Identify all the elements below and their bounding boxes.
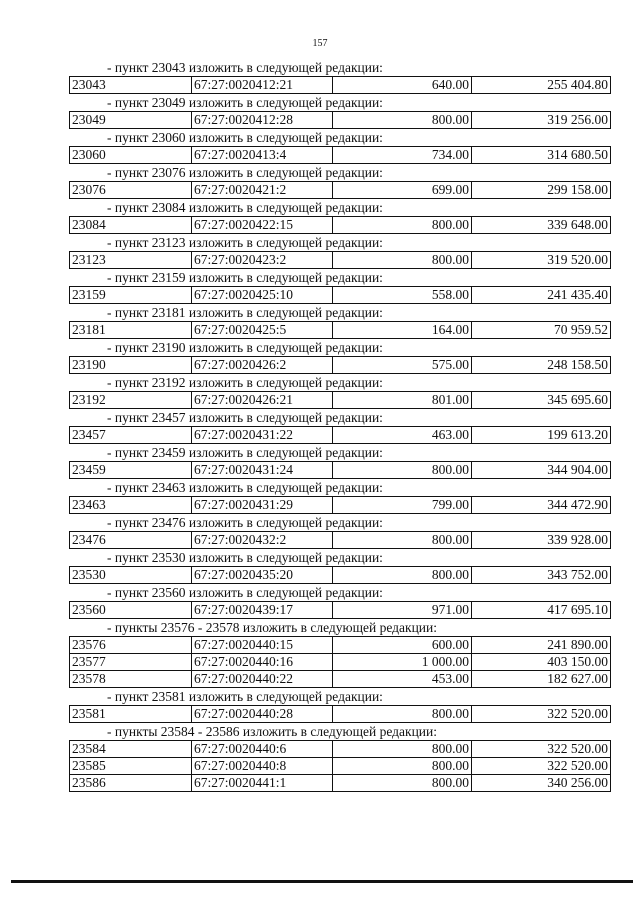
amendment-table bbox=[69, 321, 611, 339]
amendment-table bbox=[69, 705, 611, 723]
cadastral-number-cell: 67:27:0020431:22 bbox=[192, 427, 333, 444]
table-row bbox=[70, 706, 611, 723]
amendment-table bbox=[69, 496, 611, 514]
table-row bbox=[70, 182, 611, 199]
amendment-table bbox=[69, 426, 611, 444]
item-number-cell: 23123 bbox=[70, 252, 192, 269]
cadastral-number-cell: 67:27:0020426:2 bbox=[192, 357, 333, 374]
cadastral-number-cell: 67:27:0020440:28 bbox=[192, 706, 333, 723]
area-cell: 463.00 bbox=[333, 427, 472, 444]
table-row bbox=[70, 637, 611, 654]
cadastral-number-cell: 67:27:0020431:24 bbox=[192, 462, 333, 479]
amendment-table bbox=[69, 740, 611, 792]
area-cell: 800.00 bbox=[333, 567, 472, 584]
value-cell: 241 435.40 bbox=[472, 287, 611, 304]
value-cell: 343 752.00 bbox=[472, 567, 611, 584]
table-row bbox=[70, 741, 611, 758]
amendment-header: - пункт 23560 изложить в следующей редакции: bbox=[107, 585, 383, 600]
area-cell: 558.00 bbox=[333, 287, 472, 304]
amendment-header: - пункт 23159 изложить в следующей редакции: bbox=[107, 270, 383, 285]
item-number-cell: 23043 bbox=[70, 77, 192, 94]
value-cell: 322 520.00 bbox=[472, 741, 611, 758]
amendment-table bbox=[69, 76, 611, 94]
value-cell: 314 680.50 bbox=[472, 147, 611, 164]
item-number-cell: 23459 bbox=[70, 462, 192, 479]
area-cell: 800.00 bbox=[333, 775, 472, 792]
item-number-cell: 23192 bbox=[70, 392, 192, 409]
area-cell: 800.00 bbox=[333, 741, 472, 758]
cadastral-number-cell: 67:27:0020440:16 bbox=[192, 654, 333, 671]
amendment-table bbox=[69, 566, 611, 584]
amendment-header: - пункт 23530 изложить в следующей редакции: bbox=[107, 550, 383, 565]
table-row bbox=[70, 252, 611, 269]
cadastral-number-cell: 67:27:0020439:17 bbox=[192, 602, 333, 619]
table-row bbox=[70, 671, 611, 688]
amendment-header: - пункт 23476 изложить в следующей редакции: bbox=[107, 515, 383, 530]
cadastral-number-cell: 67:27:0020413:4 bbox=[192, 147, 333, 164]
page-number: 157 bbox=[312, 38, 328, 49]
table-row bbox=[70, 217, 611, 234]
amendment-header: - пункт 23192 изложить в следующей редакции: bbox=[107, 375, 383, 390]
value-cell: 340 256.00 bbox=[472, 775, 611, 792]
value-cell: 339 648.00 bbox=[472, 217, 611, 234]
cadastral-number-cell: 67:27:0020435:20 bbox=[192, 567, 333, 584]
table-row bbox=[70, 497, 611, 514]
amendment-header: - пункт 23123 изложить в следующей редакции: bbox=[107, 235, 383, 250]
amendment-header: - пункт 23084 изложить в следующей редакции: bbox=[107, 200, 383, 215]
amendment-table bbox=[69, 636, 611, 688]
value-cell: 319 256.00 bbox=[472, 112, 611, 129]
table-row bbox=[70, 357, 611, 374]
area-cell: 971.00 bbox=[333, 602, 472, 619]
table-row bbox=[70, 322, 611, 339]
value-cell: 182 627.00 bbox=[472, 671, 611, 688]
area-cell: 734.00 bbox=[333, 147, 472, 164]
table-row bbox=[70, 602, 611, 619]
table-row bbox=[70, 77, 611, 94]
amendment-header: - пункт 23060 изложить в следующей редакции: bbox=[107, 130, 383, 145]
table-row bbox=[70, 287, 611, 304]
value-cell: 299 158.00 bbox=[472, 182, 611, 199]
item-number-cell: 23578 bbox=[70, 671, 192, 688]
item-number-cell: 23049 bbox=[70, 112, 192, 129]
amendment-header: - пункт 23181 изложить в следующей редакции: bbox=[107, 305, 383, 320]
cadastral-number-cell: 67:27:0020422:15 bbox=[192, 217, 333, 234]
bottom-rule bbox=[11, 880, 633, 883]
table-row bbox=[70, 532, 611, 549]
area-cell: 640.00 bbox=[333, 77, 472, 94]
amendment-header: - пункт 23463 изложить в следующей редакции: bbox=[107, 480, 383, 495]
area-cell: 800.00 bbox=[333, 532, 472, 549]
value-cell: 339 928.00 bbox=[472, 532, 611, 549]
value-cell: 344 904.00 bbox=[472, 462, 611, 479]
item-number-cell: 23581 bbox=[70, 706, 192, 723]
area-cell: 800.00 bbox=[333, 706, 472, 723]
amendment-header: - пункт 23049 изложить в следующей редакции: bbox=[107, 95, 383, 110]
amendment-header: - пункт 23043 изложить в следующей редакции: bbox=[107, 60, 383, 75]
amendment-header: - пункт 23457 изложить в следующей редакции: bbox=[107, 410, 383, 425]
cadastral-number-cell: 67:27:0020441:1 bbox=[192, 775, 333, 792]
item-number-cell: 23076 bbox=[70, 182, 192, 199]
item-number-cell: 23084 bbox=[70, 217, 192, 234]
amendment-table bbox=[69, 601, 611, 619]
area-cell: 600.00 bbox=[333, 637, 472, 654]
item-number-cell: 23530 bbox=[70, 567, 192, 584]
item-number-cell: 23576 bbox=[70, 637, 192, 654]
amendment-table bbox=[69, 286, 611, 304]
area-cell: 800.00 bbox=[333, 462, 472, 479]
area-cell: 699.00 bbox=[333, 182, 472, 199]
table-row bbox=[70, 775, 611, 792]
item-number-cell: 23560 bbox=[70, 602, 192, 619]
table-row bbox=[70, 112, 611, 129]
table-row bbox=[70, 427, 611, 444]
area-cell: 1 000.00 bbox=[333, 654, 472, 671]
item-number-cell: 23463 bbox=[70, 497, 192, 514]
cadastral-number-cell: 67:27:0020440:15 bbox=[192, 637, 333, 654]
item-number-cell: 23159 bbox=[70, 287, 192, 304]
amendment-header: - пункт 23459 изложить в следующей редакции: bbox=[107, 445, 383, 460]
value-cell: 345 695.60 bbox=[472, 392, 611, 409]
area-cell: 453.00 bbox=[333, 671, 472, 688]
amendment-header: - пункты 23576 - 23578 изложить в следующей редакции: bbox=[107, 620, 437, 635]
item-number-cell: 23586 bbox=[70, 775, 192, 792]
amendment-table bbox=[69, 391, 611, 409]
table-row bbox=[70, 147, 611, 164]
cadastral-number-cell: 67:27:0020432:2 bbox=[192, 532, 333, 549]
value-cell: 322 520.00 bbox=[472, 758, 611, 775]
value-cell: 319 520.00 bbox=[472, 252, 611, 269]
cadastral-number-cell: 67:27:0020412:21 bbox=[192, 77, 333, 94]
cadastral-number-cell: 67:27:0020423:2 bbox=[192, 252, 333, 269]
area-cell: 800.00 bbox=[333, 112, 472, 129]
table-row bbox=[70, 567, 611, 584]
cadastral-number-cell: 67:27:0020421:2 bbox=[192, 182, 333, 199]
table-row bbox=[70, 654, 611, 671]
area-cell: 801.00 bbox=[333, 392, 472, 409]
amendment-table bbox=[69, 461, 611, 479]
value-cell: 322 520.00 bbox=[472, 706, 611, 723]
item-number-cell: 23585 bbox=[70, 758, 192, 775]
value-cell: 248 158.50 bbox=[472, 357, 611, 374]
cadastral-number-cell: 67:27:0020425:5 bbox=[192, 322, 333, 339]
item-number-cell: 23457 bbox=[70, 427, 192, 444]
cadastral-number-cell: 67:27:0020440:8 bbox=[192, 758, 333, 775]
value-cell: 70 959.52 bbox=[472, 322, 611, 339]
cadastral-number-cell: 67:27:0020440:22 bbox=[192, 671, 333, 688]
amendment-table bbox=[69, 146, 611, 164]
cadastral-number-cell: 67:27:0020431:29 bbox=[192, 497, 333, 514]
area-cell: 164.00 bbox=[333, 322, 472, 339]
table-row bbox=[70, 462, 611, 479]
item-number-cell: 23181 bbox=[70, 322, 192, 339]
amendments-list bbox=[69, 59, 611, 792]
area-cell: 800.00 bbox=[333, 758, 472, 775]
table-row bbox=[70, 758, 611, 775]
item-number-cell: 23060 bbox=[70, 147, 192, 164]
amendment-header: - пункт 23190 изложить в следующей редакции: bbox=[107, 340, 383, 355]
amendment-table bbox=[69, 531, 611, 549]
item-number-cell: 23584 bbox=[70, 741, 192, 758]
value-cell: 344 472.90 bbox=[472, 497, 611, 514]
table-row bbox=[70, 392, 611, 409]
cadastral-number-cell: 67:27:0020440:6 bbox=[192, 741, 333, 758]
amendment-table bbox=[69, 111, 611, 129]
item-number-cell: 23190 bbox=[70, 357, 192, 374]
value-cell: 255 404.80 bbox=[472, 77, 611, 94]
area-cell: 800.00 bbox=[333, 217, 472, 234]
area-cell: 575.00 bbox=[333, 357, 472, 374]
amendment-table bbox=[69, 216, 611, 234]
amendment-header: - пункты 23584 - 23586 изложить в следующей редакции: bbox=[107, 724, 437, 739]
amendment-header: - пункт 23581 изложить в следующей редакции: bbox=[107, 689, 383, 704]
value-cell: 403 150.00 bbox=[472, 654, 611, 671]
cadastral-number-cell: 67:27:0020425:10 bbox=[192, 287, 333, 304]
amendment-table bbox=[69, 356, 611, 374]
amendment-table bbox=[69, 181, 611, 199]
area-cell: 799.00 bbox=[333, 497, 472, 514]
item-number-cell: 23476 bbox=[70, 532, 192, 549]
amendment-header: - пункт 23076 изложить в следующей редакции: bbox=[107, 165, 383, 180]
value-cell: 417 695.10 bbox=[472, 602, 611, 619]
value-cell: 241 890.00 bbox=[472, 637, 611, 654]
cadastral-number-cell: 67:27:0020412:28 bbox=[192, 112, 333, 129]
item-number-cell: 23577 bbox=[70, 654, 192, 671]
amendment-table bbox=[69, 251, 611, 269]
value-cell: 199 613.20 bbox=[472, 427, 611, 444]
area-cell: 800.00 bbox=[333, 252, 472, 269]
cadastral-number-cell: 67:27:0020426:21 bbox=[192, 392, 333, 409]
